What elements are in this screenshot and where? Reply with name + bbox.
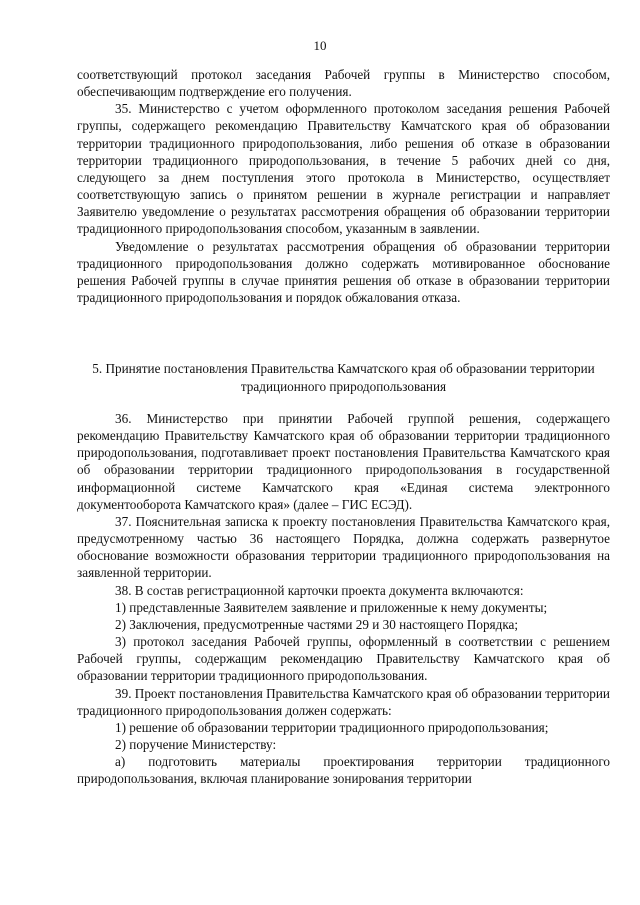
paragraph: 3) протокол заседания Рабочей группы, оформленный в соответствии с решением Рабочей группы, содержащим рекомендацию Правительству Камчатского края об образовании территории традиционного природопользования. [77, 634, 610, 684]
text-block-top [77, 66, 610, 306]
paragraph: 39. Проект постановления Правительства Камчатского края об образовании территории традиционного природопользования должен содержать: [77, 685, 610, 718]
paragraph: 1) решение об образовании территории традиционного природопользования; [115, 719, 549, 735]
paragraph: 36. Министерство при принятии Рабочей группой решения, содержащего рекомендацию Правительству Камчатского края об образовании территории традиционного природопользования, подготавливает проект постановления Правительства Камчатского края об образовании территории традиционного природопользования в государственной информационной системе Камчатского края «Единая система электронного документооборота Камчатского края» (далее – ГИС ЕСЭД). [77, 411, 610, 512]
section-heading: 5. Принятие постановления Правительства Камчатского края об образовании территории традиционного природопользования [92, 361, 595, 394]
paragraph: 37. Пояснительная записка к проекту постановления Правительства Камчатского края, предусмотренному частью 36 настоящего Порядка, должна содержать развернутое обоснование возможности образования территории традиционного природопользования на заявленной территории. [77, 513, 610, 581]
paragraph: 38. В состав регистрационной карточки проекта документа включаются: [115, 582, 524, 598]
paragraph: 2) Заключения, предусмотренные частями 29 и 30 настоящего Порядка; [115, 616, 519, 632]
paragraph: 35. Министерство с учетом оформленного протоколом заседания решения Рабочей группы, содержащего рекомендацию Правительству Камчатского края об образовании территории традиционного природопользования, либо решения об отказе в образовании территории традиционного природопользования, в течение 5 рабочих дней со дня, следующего за днем поступления этого протокола в Министерство, осуществляет соответствующую запись о принятом решении в журнале регистрации и направляет Заявителю уведомление о результатах рассмотрения обращения об образовании территории традиционного природопользования способом, указанным в заявлении. [77, 101, 610, 237]
paragraph: 2) поручение Министерству: [115, 736, 277, 752]
page-number: 10 [313, 38, 327, 53]
paragraph: соответствующий протокол заседания Рабочей группы в Министерство способом, обеспечивающим подтверждение его получения. [77, 67, 610, 100]
paragraph: 1) представленные Заявителем заявление и приложенные к нему документы; [115, 599, 548, 615]
text-block-bottom [77, 410, 610, 787]
paragraph: а) подготовить материалы проектирования территории традиционного природопользования, включая планирование зонирования территории [77, 754, 610, 787]
paragraph: Уведомление о результатах рассмотрения обращения об образовании территории традиционного природопользования должно содержать мотивированное обоснование решения Рабочей группы в случае принятия решения об отказе в образовании территории традиционного природопользования и порядок обжалования отказа. [77, 238, 610, 306]
